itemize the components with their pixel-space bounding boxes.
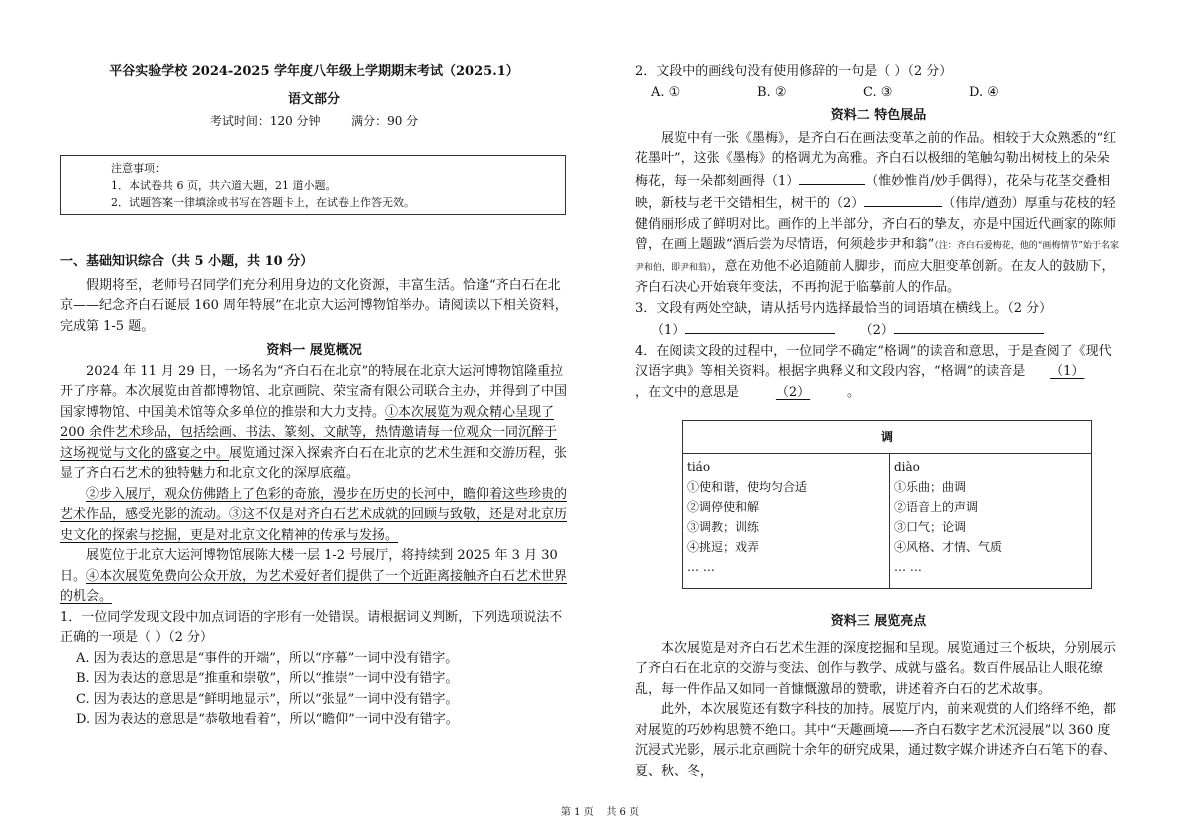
material3 xyxy=(635,612,1122,782)
notice-title: 注意事项： xyxy=(111,162,166,175)
part1-heading: 一、基础知识综合（共 5 小题，共 10 分） xyxy=(60,254,314,269)
dict-item: ①使和谐，使均匀合适 xyxy=(687,480,808,494)
q3-label: （2） xyxy=(859,323,894,338)
m2-text: （惟妙惟肖/妙手偶得），花朵与花茎交叠相映，新枝与老干交错相生，树干的（2） xyxy=(635,173,1111,211)
underlined-sentence-1: ①本次展览为观众精心呈现了 200 余件艺术珍品，包括绘画、书法、篆刻、文献等，热情邀请每一位观众一同沉醉于这场视觉与文化的盛宴之中。 xyxy=(60,404,557,461)
q2-option-c: C. ③ xyxy=(863,84,893,100)
dict-item: ③调教；训练 xyxy=(687,520,760,534)
q4-blank-2: （2） xyxy=(775,384,811,400)
right-column xyxy=(635,62,1122,403)
notice-item: 1．本试卷共 6 页，共六道大题，21 道小题。 xyxy=(111,179,337,192)
material1-para2 xyxy=(60,485,568,547)
section-title: 语文部分 xyxy=(287,92,340,107)
dict-item: ④挑逗；戏弄 xyxy=(687,540,760,554)
material1-title: 资料一 展览概况 xyxy=(266,343,362,358)
material1-para3 xyxy=(60,546,568,608)
left-column xyxy=(60,252,568,731)
m2-note: （注：齐白石爱梅花，他的“画梅情节”始于名家尹和伯，即尹和翁） xyxy=(635,241,1120,273)
q1-stem: 1．一位同学发现文段中加点词语的字形有一处错误。请根据词义判断，下列选项说法不正确的一项是（ ）（2 分） xyxy=(60,609,563,645)
material3-para1: 本次展览是对齐白石艺术生涯的深度挖掘和呈现。展览通过三个板块，分别展示了齐白石在北京的交游与变法、创作与教学、成就与盛名。数百件展品让人眼花缭乱，每一件作品又如同一首慷慨激昂的赞歌，讲述着齐白石的艺术故事。 xyxy=(635,640,1117,697)
q2-stem: 2．文段中的画线句没有使用修辞的一句是（ ）（2 分） xyxy=(635,64,953,79)
m2-text: （伟岸/遒劲）厚重与花枝的轻健俏丽形成了鲜明对比。画作的上半部分，齐白石的挚友，亦是中国近代画家的陈师曾，在画上题跋“酒后尝为尽情语，何须趁步尹和翁” xyxy=(635,196,1117,252)
q3-stem: 3．文段有两处空缺，请从括号内选择最恰当的词语填在横线上。（2 分） xyxy=(635,300,1053,316)
q1-option-d: D. 因为表达的意思是“恭敬地看着”，所以“瞻仰”一词中没有错字。 xyxy=(76,712,459,727)
notice-box xyxy=(60,155,566,215)
page-footer: 第 1 页 共 6 页 xyxy=(560,807,640,818)
m2-text: 展览中有一张《墨梅》，是齐白石在画法变革之前的作品。相较于大众熟悉的“红花墨叶”，这张《墨梅》的格调尤为高雅。齐白石以极细的笔触勾勒出树枝上的朵朵梅花，每一朵都刻画得（1） xyxy=(635,130,1117,189)
q2-option-d: D. ④ xyxy=(969,84,999,100)
pinyin-diao: diào xyxy=(894,460,920,474)
dict-item: ③口气；论调 xyxy=(894,520,967,534)
dict-item: … … xyxy=(894,560,922,574)
exam-meta: 考试时间：120 分钟 满分：90 分 xyxy=(209,114,419,128)
notice-item: 2．试题答案一律填涂或书写在答题卡上，在试卷上作答无效。 xyxy=(111,196,415,209)
underlined-sentence-2: ②步入展厅，观众仿佛踏上了色彩的奇旅，漫步在历史的长河中，瞻仰着这些珍贵的艺术作品，感受光影的流动。 xyxy=(60,486,568,522)
dict-head: 调 xyxy=(683,421,1092,454)
part1-intro: 假期将至，老师号召同学们充分利用身边的文化资源，丰富生活。恰逢“齐白石在北京——纪念齐白石诞辰 160 周年特展”在北京大运河博物馆举办。请阅读以下相关资料，完成第 1-5 题。 xyxy=(60,277,568,334)
q4-stem xyxy=(635,342,1122,404)
q4-text: 4．在阅读文段的过程中，一位同学不确定“格调”的读音和意思，于是查阅了《现代汉语字典》等相关资料。根据字典释义和文段内容，“格调”的读音是 xyxy=(635,343,1112,379)
pinyin-tiao: tiáo xyxy=(687,460,711,474)
exam-title: 平谷实验学校 2024-2025 学年度八年级上学期期末考试（2025.1） xyxy=(109,64,519,79)
answer-blank xyxy=(894,319,1044,334)
dict-item: ②调停使和解 xyxy=(687,500,760,514)
dictionary-table xyxy=(682,420,1092,589)
material1-para1 xyxy=(60,362,568,485)
underlined-sentence-3: ③这不仅是对齐白石艺术成就的回顾与致敬，还是对北京历史文化的探索与挖掘，更是对北京文化精神的传承与发扬。 xyxy=(60,507,568,543)
m2-text: ，意在劝他不必追随前人脚步，而应大胆变革创新。在友人的鼓励下，齐白石决心开始衰年变法，不再拘泥于临摹前人的作品。 xyxy=(635,258,1115,295)
answer-blank xyxy=(799,170,865,185)
material2-title: 资料二 特色展品 xyxy=(830,108,927,123)
dict-left xyxy=(683,454,890,589)
q3-blanks xyxy=(635,319,1122,342)
q4-text: 。 xyxy=(847,384,861,400)
m1-text: 展览通过深入探索齐白石在北京的艺术生涯和交游历程，张显了齐白石艺术的独特魅力和北京文化的深厚底蕴。 xyxy=(60,445,568,481)
q3-label: （1） xyxy=(651,323,686,338)
q4-text: ，在文中的意思是 xyxy=(635,384,740,400)
dict-right xyxy=(890,454,1092,589)
material3-title: 资料三 展览亮点 xyxy=(830,614,927,629)
dict-item: ④风格、才情、气质 xyxy=(894,540,1003,554)
underlined-sentence-4: ④本次展览免费向公众开放，为艺术爱好者们提供了一个近距离接触齐白石艺术世界的机会。 xyxy=(60,568,568,604)
q1-option-c: C. 因为表达的意思是“鲜明地显示”，所以“张显”一词中没有错字。 xyxy=(76,691,459,707)
q2-options xyxy=(635,83,1122,104)
material2-para xyxy=(635,129,1122,299)
dict-item: … … xyxy=(687,560,715,574)
q2-option-a: A. ① xyxy=(651,84,681,100)
answer-blank xyxy=(685,319,835,334)
q4-blank-1: （1） xyxy=(1050,364,1085,379)
dict-item: ②语音上的声调 xyxy=(894,500,979,514)
dict-item: ①乐曲；曲调 xyxy=(894,480,967,494)
m1-text: 2024 年 11 月 29 日，一场名为“齐白石在北京”的特展在北京大运河博物馆隆重拉开了序幕。本次展览由首都博物馆、北京画院、荣宝斋有限公司联合主办，并得到了中国国家博物馆、中国美术馆等众多单位的推崇和大力支持。 xyxy=(60,363,568,420)
material3-para2: 此外，本次展览还有数字科技的加持。展览厅内，前来观赏的人们络绎不绝，都对展览的巧妙构思赞不绝口。其中“天趣画境——齐白石数字艺术沉浸展”以 360 度沉浸式光影，展示北京画院十余年的研究成果，通过数字媒介讲述齐白石笔下的春、夏、秋、冬， xyxy=(635,702,1117,779)
answer-blank xyxy=(864,192,942,207)
q1-option-b: B. 因为表达的意思是“推重和崇敬”，所以“推崇”一词中没有错字。 xyxy=(76,671,459,686)
q1-option-a: A. 因为表达的意思是“事件的开端”，所以“序幕”一词中没有错字。 xyxy=(76,650,459,666)
m1-text: 展览位于北京大运河博物馆展陈大楼一层 1-2 号展厅，将持续到 2025 年 3 月 30 日。 xyxy=(60,548,558,584)
q2-option-b: B. ② xyxy=(757,84,787,100)
